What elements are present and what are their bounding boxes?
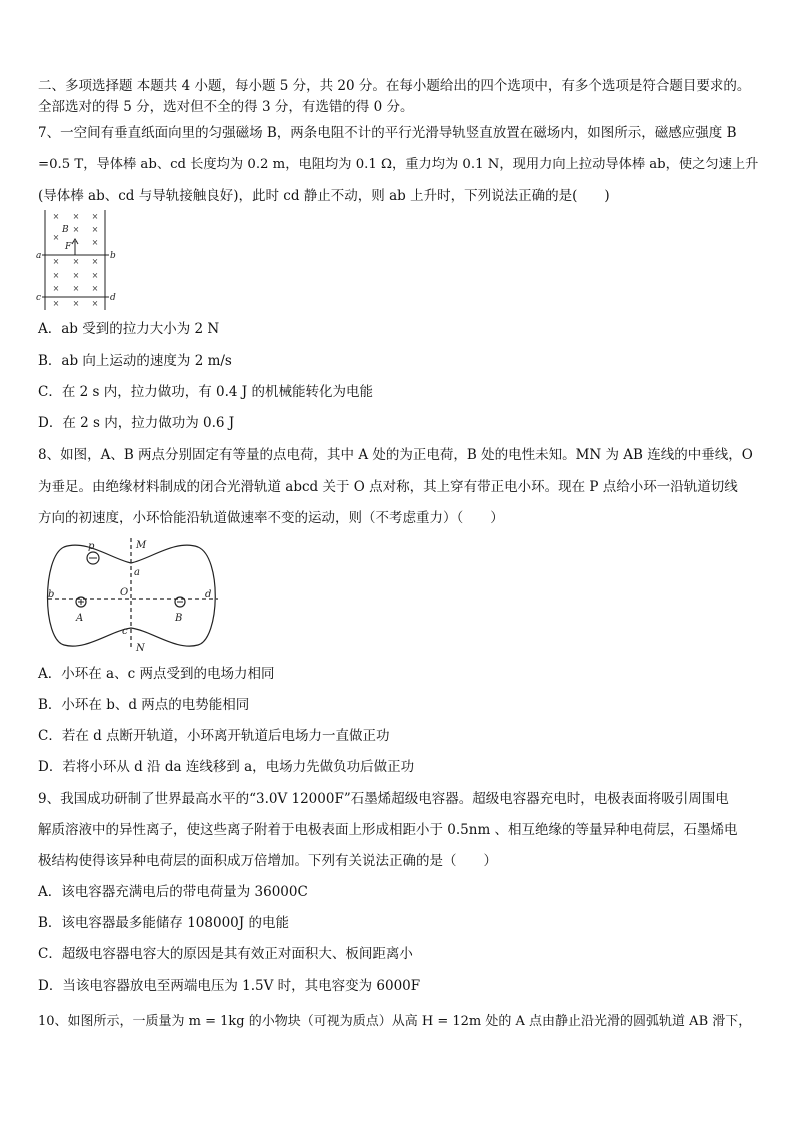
q7-stem-line-1: 7、一空间有垂直纸面向里的匀强磁场 B，两条电阻不计的平行光滑导轨竖直放置在磁场内，如图所示，磁感应强度 B xyxy=(38,125,737,141)
label-b: b xyxy=(110,251,116,261)
label-B: B xyxy=(62,225,69,235)
q9-option-b: B．该电容器最多能储存 108000J 的电能 xyxy=(38,915,289,931)
label-A: A xyxy=(76,613,84,624)
q10-stem-line-1: 10、如图所示，一质量为 m = 1kg 的小物块（可视为质点）从高 H = 12m 处的 A 点由静止沿光滑的圆弧轨道 AB 滑下， xyxy=(38,1014,752,1029)
cross-mark: × xyxy=(52,271,60,280)
cross-mark: × xyxy=(72,225,80,234)
label-F: F xyxy=(65,242,72,252)
q7-option-a: A．ab 受到的拉力大小为 2 N xyxy=(38,321,220,337)
cross-mark: × xyxy=(91,271,99,280)
q8-stem-line-2: 为垂足。由绝缘材料制成的闭合光滑轨道 abcd 关于 O 点对称，其上穿有带正电小环。现在 P 点给小环一沿轨道切线 xyxy=(38,479,738,495)
cross-mark: × xyxy=(52,299,60,308)
label-c: c xyxy=(36,293,42,303)
section-header-line-1: 二、多项选择题 本题共 4 小题，每小题 5 分，共 20 分。在每小题给出的四个选项中，有多个选项是符合题目要求的。 xyxy=(38,78,751,94)
label-a: a xyxy=(36,251,42,261)
label-B: B xyxy=(175,613,183,624)
section-header-line-2: 全部选对的得 5 分，选对但不全的得 3 分，有选错的得 0 分。 xyxy=(38,99,414,115)
q7-option-b: B．ab 向上运动的速度为 2 m/s xyxy=(38,353,232,369)
label-O: O xyxy=(120,587,129,598)
q7-stem-line-2: =0.5 T，导体棒 ab、cd 长度均为 0.2 m，电阻均为 0.1 Ω，重力均为 0.1 N，现用力向上拉动导体棒 ab，使之匀速上升 xyxy=(38,157,759,172)
cross-mark: × xyxy=(91,284,99,293)
q8-stem-line-1: 8、如图，A、B 两点分别固定有等量的点电荷，其中 A 处的为正电荷，B 处的电性未知。MN 为 AB 连线的中垂线，O xyxy=(38,447,753,463)
cross-mark: × xyxy=(91,238,99,247)
cross-mark: × xyxy=(72,257,80,266)
q9-option-c: C．超级电容器电容大的原因是其有效正对面积大、板间距离小 xyxy=(38,946,413,962)
cross-mark: × xyxy=(72,212,80,221)
cross-mark: × xyxy=(91,257,99,266)
q8-option-a: A．小环在 a、c 两点受到的电场力相同 xyxy=(38,666,275,682)
q7-option-d: D．在 2 s 内，拉力做功为 0.6 J xyxy=(38,415,235,431)
q9-stem-line-3: 极结构使得该异种电荷层的面积成万倍增加。下列有关说法正确的是（ ） xyxy=(38,853,497,869)
cross-mark: × xyxy=(72,271,80,280)
q9-option-a: A．该电容器充满电后的带电荷量为 36000C xyxy=(38,884,308,900)
q9-stem-line-1: 9、我国成功研制了世界最高水平的“3.0V 12000F”石墨烯超级电容器。超级电容器充电时，电极表面将吸引周围电 xyxy=(38,791,729,807)
label-a: a xyxy=(134,567,140,578)
label-N: N xyxy=(136,643,145,654)
label-d: d xyxy=(110,293,116,303)
q8-stem-line-3: 方向的初速度，小环恰能沿轨道做速率不变的运动，则（不考虑重力）（ ） xyxy=(38,510,504,526)
cross-mark: × xyxy=(52,257,60,266)
q7-option-c: C．在 2 s 内，拉力做功，有 0.4 J 的机械能转化为电能 xyxy=(38,384,373,400)
cross-mark: × xyxy=(52,284,60,293)
cross-mark: × xyxy=(72,284,80,293)
cross-mark: × xyxy=(72,299,80,308)
label-M: M xyxy=(136,540,147,551)
q7-stem-line-3: (导体棒 ab、cd 与导轨接触良好)，此时 cd 静止不动，则 ab 上升时，下列说法正确的是( ) xyxy=(38,188,610,204)
label-c: c xyxy=(122,626,128,637)
q8-option-c: C．若在 d 点断开轨道，小环离开轨道后电场力一直做正功 xyxy=(38,728,390,744)
cross-mark: × xyxy=(91,299,99,308)
q8-figure xyxy=(40,535,226,657)
q8-option-d: D．若将小环从 d 沿 da 连线移到 a，电场力先做负功后做正功 xyxy=(38,759,415,775)
label-d: d xyxy=(205,589,212,600)
cross-mark: × xyxy=(52,233,60,242)
cross-mark: × xyxy=(91,225,99,234)
cross-mark: × xyxy=(52,212,60,221)
q9-option-d: D．当该电容器放电至两端电压为 1.5V 时，其电容变为 6000F xyxy=(38,978,421,994)
cross-mark: × xyxy=(91,212,99,221)
label-b: b xyxy=(48,589,55,600)
q8-option-b: B．小环在 b、d 两点的电势能相同 xyxy=(38,697,250,713)
label-p: p xyxy=(88,541,95,552)
q7-figure xyxy=(36,208,126,312)
q9-stem-line-2: 解质溶液中的异性离子，使这些离子附着于电极表面上形成相距小于 0.5nm 、相互绝缘的等量异种电荷层，石墨烯电 xyxy=(38,822,738,838)
